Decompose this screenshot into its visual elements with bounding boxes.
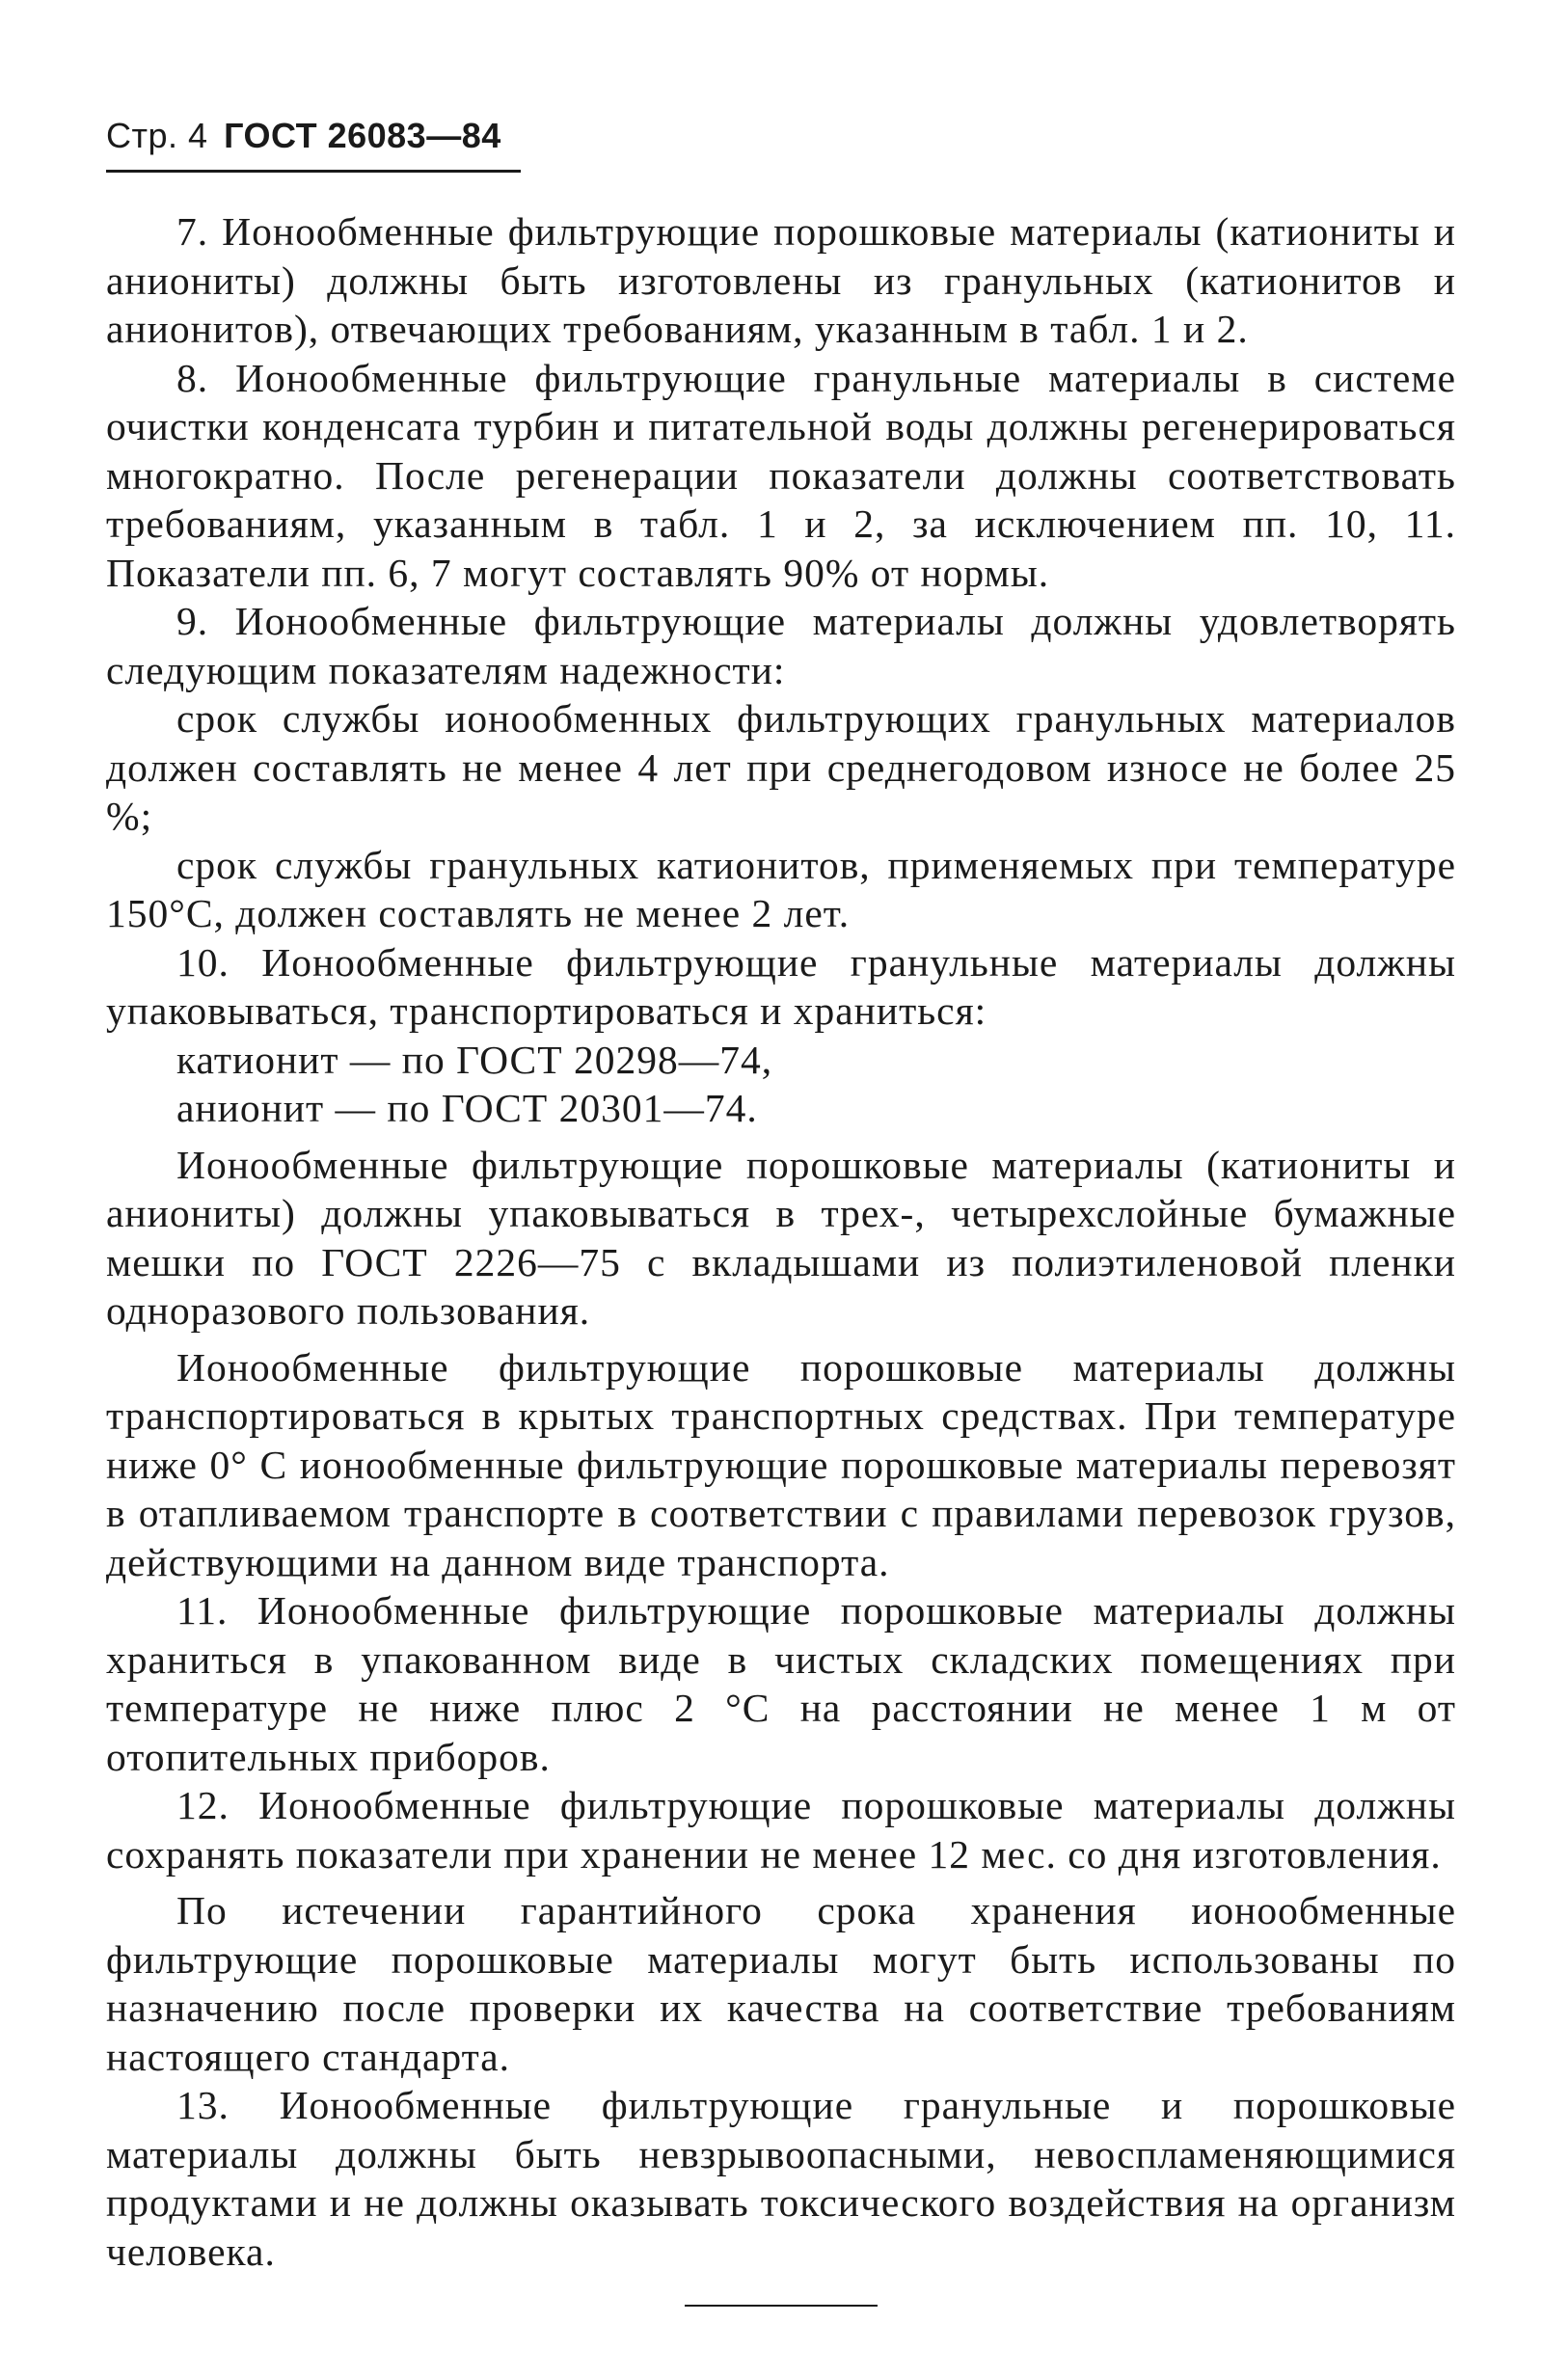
clause-8: 8. Ионообменные фильтрующие гранульные материалы в системе очистки конденсата турбин и питательной воды должны регенерироваться многократно. После регенерации показатели должны соответствовать требованиям, указанным в табл. 1 и 2, за исключением пп. 10, 11. Показатели пп. 6, 7 могут составлять 90% от нормы. bbox=[106, 355, 1456, 595]
clause-12-warranty: По истечении гарантийного срока хранения ионообменные фильтрующие порошковые материалы могут быть использованы по назначению после проверки их качества на соответствие требованиям настоящего стандарта. bbox=[106, 1888, 1456, 2079]
clause-11: 11. Ионообменные фильтрующие порошковые материалы должны храниться в упакованном виде в чистых складских помещениях при температуре не ниже плюс 2 °С на расстоянии не менее 1 м от отопительных приборов. bbox=[106, 1588, 1456, 1779]
clause-9-item-service-life-cationites: срок службы гранульных катионитов, применяемых при температуре 150°С, должен составлять не менее 2 лет. bbox=[106, 842, 1456, 935]
clause-9: 9. Ионообменные фильтрующие материалы должны удовлетворять следующим показателям надежности: bbox=[106, 599, 1456, 692]
clause-9-item-service-life-granular: срок службы ионообменных фильтрующих гранульных материалов должен составлять не менее 4 лет при среднегодовом износе не более 25 %; bbox=[106, 696, 1456, 838]
clause-10-anionite-ref: анионит — по ГОСТ 20301—74. bbox=[176, 1086, 758, 1130]
clause-10-cationite-ref: катионит — по ГОСТ 20298—74, bbox=[176, 1037, 773, 1082]
body-text bbox=[106, 207, 1456, 2276]
running-header bbox=[106, 116, 521, 173]
end-divider bbox=[685, 2305, 878, 2307]
clause-12: 12. Ионообменные фильтрующие порошковые материалы должны сохранять показатели при хранении не менее 12 мес. со дня изготовления. bbox=[106, 1783, 1456, 1877]
clause-10-transport: Ионообменные фильтрующие порошковые материалы должны транспортироваться в крытых транспортных средствах. При температуре ниже 0° С ионообменные фильтрующие порошковые материалы перевозят в отапливаемом транспорте в соответствии с правилами перевозок грузов, действующими на данном виде транспорта. bbox=[106, 1344, 1456, 1584]
page-number: Стр. 4 bbox=[106, 116, 208, 155]
clause-10: 10. Ионообменные фильтрующие гранульные материалы должны упаковываться, транспортироваться и храниться: bbox=[106, 939, 1456, 1033]
clause-7: 7. Ионообменные фильтрующие порошковые материалы (катиониты и аниониты) должны быть изготовлены из гранульных (катионитов и анионитов), отвечающих требованиям, указанным в табл. 1 и 2. bbox=[106, 209, 1456, 351]
standard-number: ГОСТ 26083—84 bbox=[224, 116, 501, 155]
clause-13: 13. Ионообменные фильтрующие гранульные и порошковые материалы должны быть невзрывоопасными, невоспламеняющимися продуктами и не должны оказывать токсического воздействия на организм человека. bbox=[106, 2083, 1456, 2274]
clause-10-packaging: Ионообменные фильтрующие порошковые материалы (катиониты и аниониты) должны упаковываться в трех-, четырехслойные бумажные мешки по ГОСТ 2226—75 с вкладышами из полиэтиленовой пленки одноразового пользования. bbox=[106, 1142, 1456, 1333]
document-page bbox=[106, 116, 1456, 2307]
